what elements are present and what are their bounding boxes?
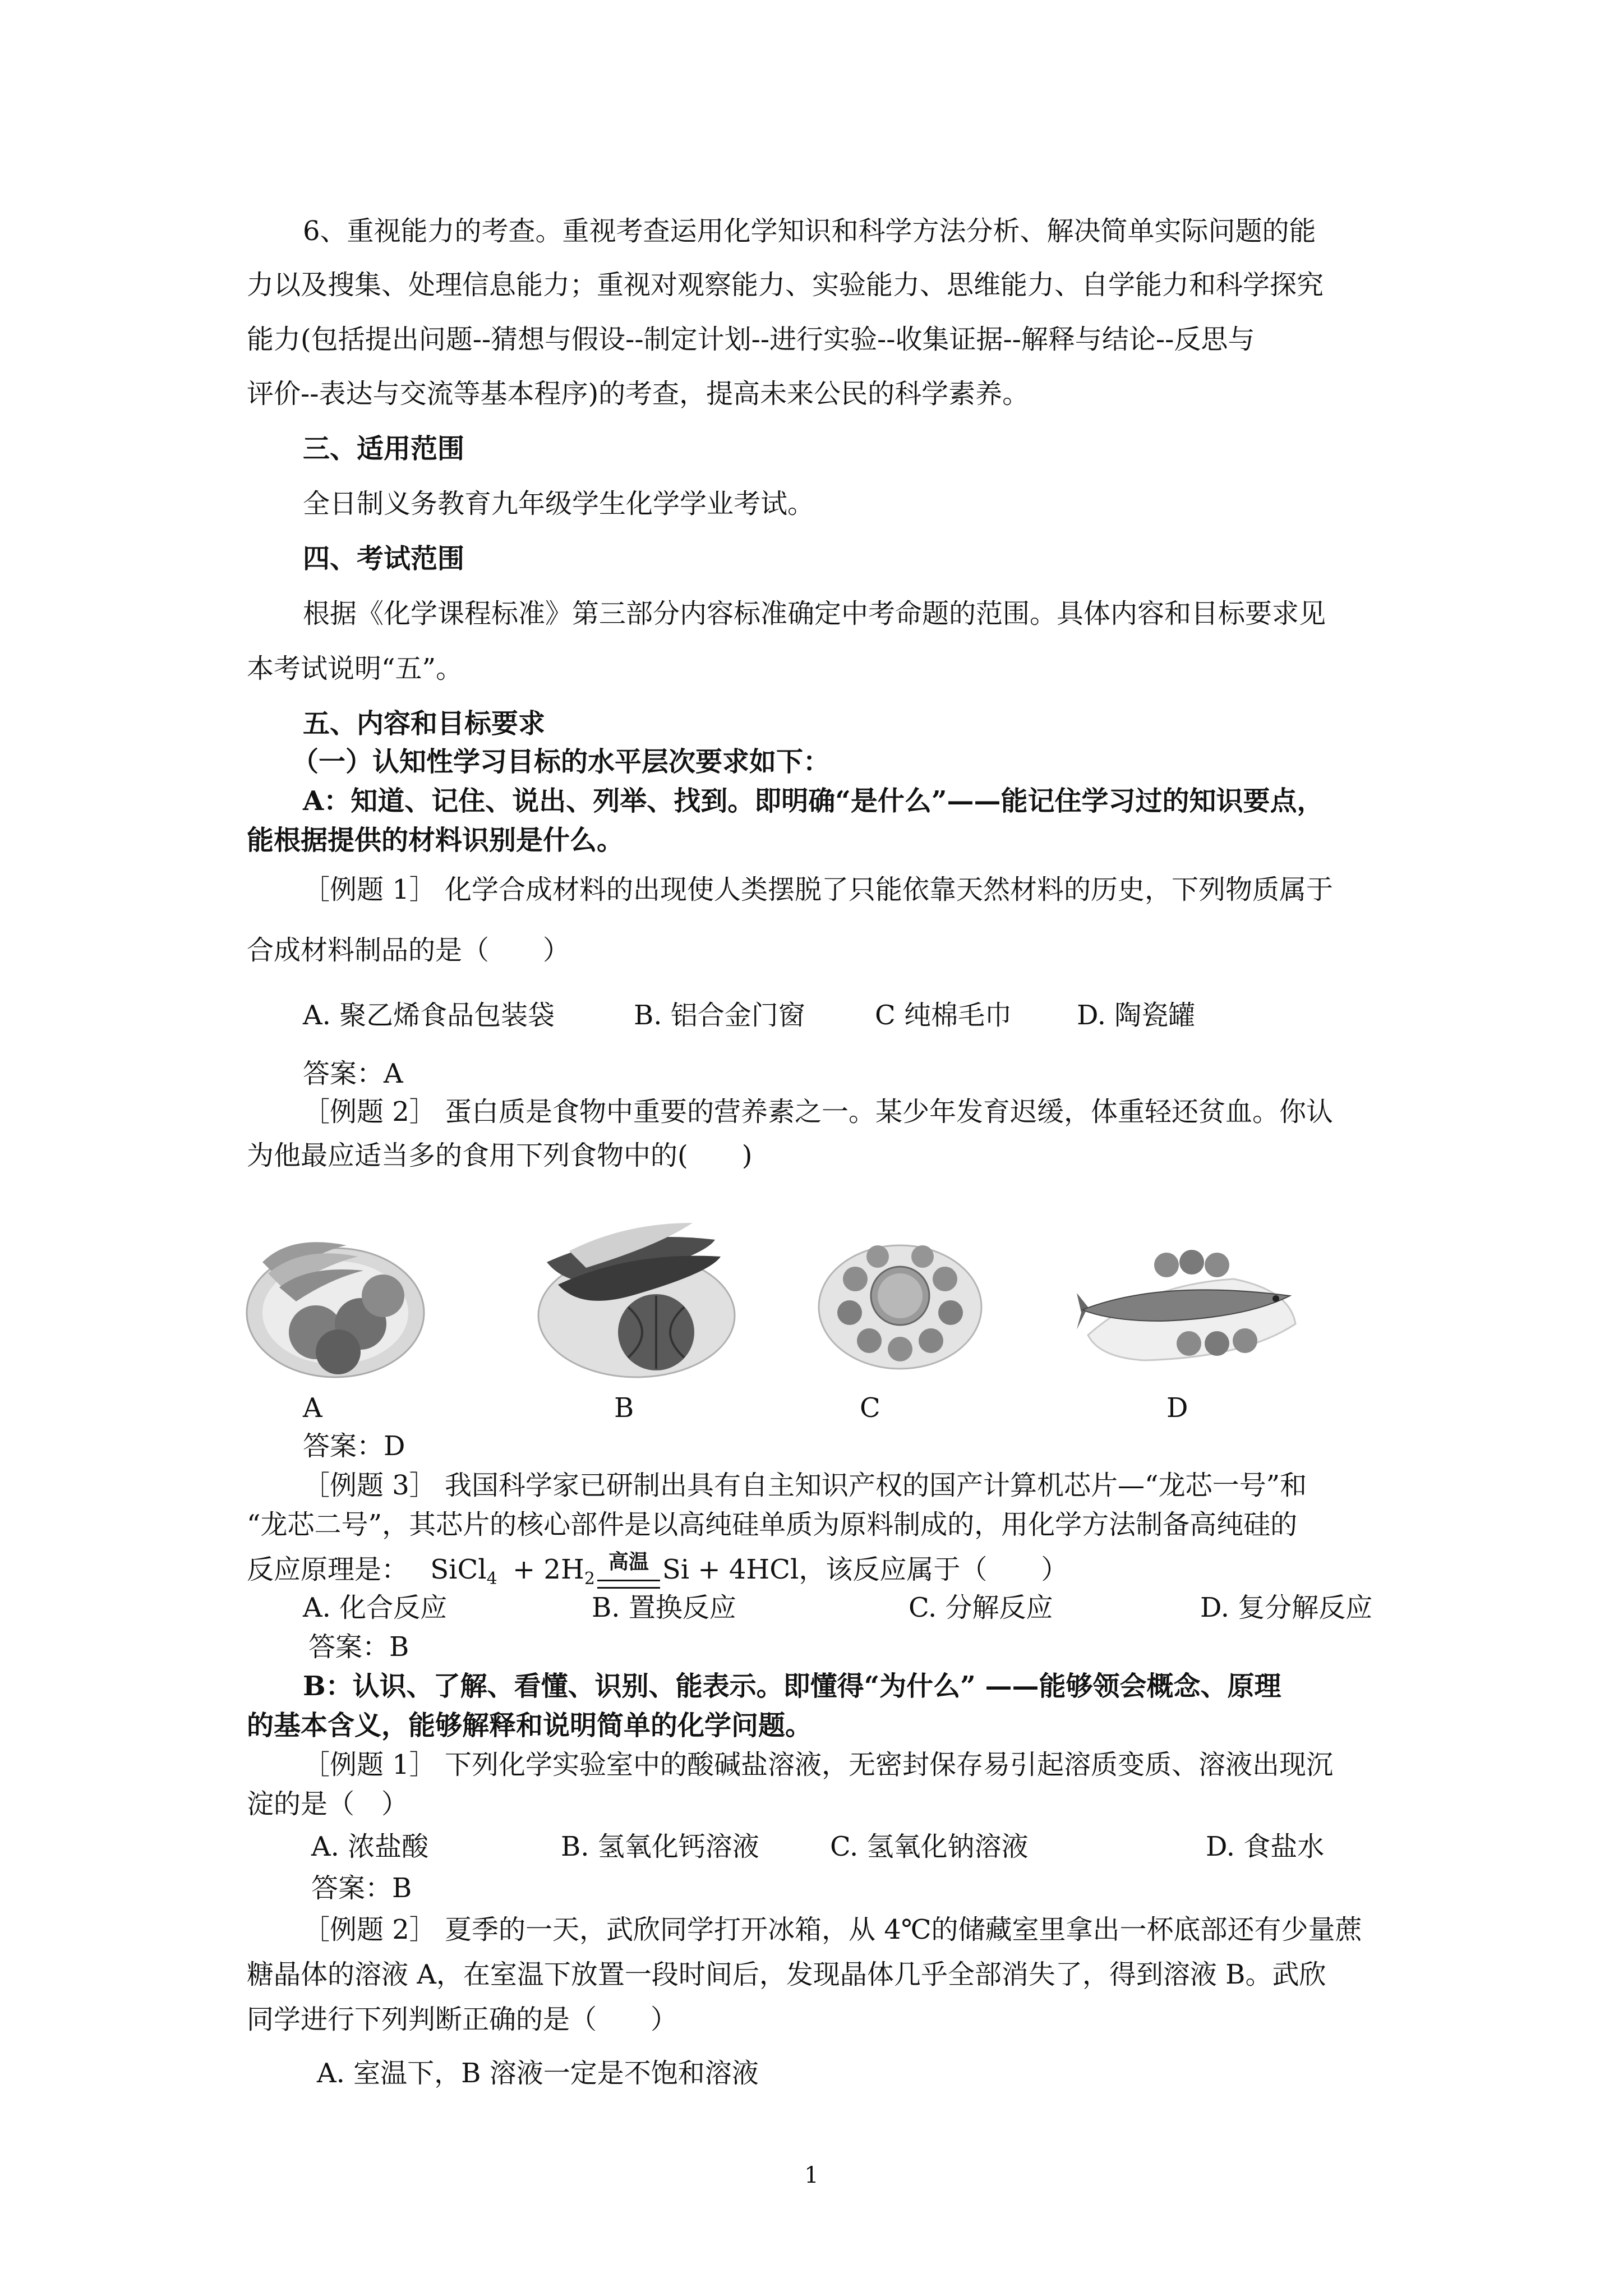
option-a: A. 浓盐酸 [311, 1831, 429, 1862]
option-d: D. 食盐水 [1206, 1831, 1325, 1862]
product-formula: Si + 4HCl，该反应属于（ ） [662, 1554, 1068, 1585]
level-b-line: B：认识、了解、看懂、识别、能表示。即懂得“为什么” ——能够领会概念、原理 [303, 1671, 1281, 1702]
para-line: 力以及搜集、处理信息能力；重视对观察能力、实验能力、思维能力、自学能力和科学探究 [247, 269, 1324, 301]
fruit-plate-image [246, 1212, 425, 1380]
question-line: ［例题 2］ 夏季的一天，武欣同学打开冰箱，从 4℃的储藏室里拿出一杯底部还有少量蔗 [303, 1914, 1362, 1945]
image-label-a: A [303, 1392, 322, 1424]
para-line: 根据《化学课程标准》第三部分内容标准确定中考命题的范围。具体内容和目标要求见 [303, 598, 1326, 629]
question-line: ［例题 1］ 下列化学实验室中的酸碱盐溶液，无密封保存易引起溶质变质、溶液出现沉 [303, 1749, 1334, 1780]
option-b: B. 氢氧化钙溶液 [561, 1831, 759, 1862]
para-line: 6、重视能力的考查。重视考查运用化学知识和科学方法分析、解决简单实际问题的能 [303, 215, 1316, 247]
question-line: 同学进行下列判断正确的是（ ） [247, 2004, 678, 2035]
question-line: ［例题 2］ 蛋白质是食物中重要的营养素之一。某少年发育迟缓，体重轻还贫血。你认 [303, 1096, 1334, 1128]
option-d: D. 复分解反应 [1200, 1592, 1373, 1623]
vegetable-plate-image [536, 1212, 737, 1380]
fish-plate-image [1077, 1240, 1301, 1369]
question-line: 糖晶体的溶液 A，在室温下放置一段时间后，发现晶体几乎全部消失了，得到溶液 B。武欣 [247, 1959, 1326, 1990]
reaction-condition [597, 1550, 660, 1583]
level-b-line: 的基本含义，能够解释和说明简单的化学问题。 [247, 1710, 813, 1741]
option-a: A. 聚乙烯食品包装袋 [303, 1000, 555, 1031]
para-line: 全日制义务教育九年级学生化学学业考试。 [303, 488, 815, 519]
option-d: D. 陶瓷罐 [1077, 1000, 1196, 1031]
reactant-formula: + 2H [512, 1554, 584, 1585]
subsection-heading: （一）认知性学习目标的水平层次要求如下： [292, 746, 831, 777]
option-c: C. 分解反应 [909, 1592, 1053, 1623]
question-line: 合成材料制品的是（ ） [247, 935, 570, 966]
para-line: 本考试说明“五”。 [247, 653, 463, 684]
answer: 答案：B [308, 1631, 409, 1663]
question-line: 淀的是（ ） [247, 1788, 409, 1820]
answer: 答案：D [303, 1430, 405, 1462]
answer: 答案：B [311, 1872, 412, 1904]
double-line-arrow [597, 1580, 660, 1589]
option-c: C. 氢氧化钠溶液 [830, 1831, 1029, 1862]
reactant-formula: SiCl [430, 1554, 487, 1585]
para-line: 能力(包括提出问题--猜想与假设--制定计划--进行实验--收集证据--解释与结论--反思与 [247, 324, 1255, 355]
option-b: B. 铝合金门窗 [634, 1000, 805, 1031]
question-line: “龙芯二号”，其芯片的核心部件是以高纯硅单质为原料制成的，用化学方法制备高纯硅的 [247, 1509, 1298, 1540]
grain-plate-image [816, 1223, 984, 1380]
para-line: 评价--表达与交流等基本程序)的考查，提高未来公民的科学素养。 [247, 378, 1030, 409]
image-label-c: C [860, 1392, 880, 1424]
option-b: B. 置换反应 [592, 1592, 736, 1623]
answer: 答案：A [303, 1058, 403, 1089]
option-a: A. 室温下，B 溶液一定是不饱和溶液 [317, 2058, 759, 2089]
option-c: C 纯棉毛巾 [875, 1000, 1012, 1031]
question-line: ［例题 3］ 我国科学家已研制出具有自主知识产权的国产计算机芯片—“龙芯一号”和 [303, 1470, 1307, 1501]
equation-line [247, 1550, 1068, 1596]
level-a-line: 能根据提供的材料识别是什么。 [247, 825, 624, 856]
image-label-b: B [614, 1392, 634, 1424]
question-line: ［例题 1］ 化学合成材料的出现使人类摆脱了只能依靠天然材料的历史，下列物质属于 [303, 874, 1334, 905]
section-heading: 四、考试范围 [303, 543, 465, 574]
question-line: 为他最应适当多的食用下列食物中的( ) [247, 1140, 753, 1171]
option-a: A. 化合反应 [303, 1592, 448, 1623]
image-label-d: D [1166, 1392, 1188, 1424]
condition-text: 高温 [608, 1550, 649, 1573]
section-heading: 五、内容和目标要求 [303, 708, 546, 739]
section-heading: 三、适用范围 [303, 433, 465, 464]
page-number: 1 [804, 2162, 819, 2188]
subscript: 4 [486, 1569, 497, 1589]
level-a-line: A：知道、记住、说出、列举、找到。即明确“是什么”——能记住学习过的知识要点， [303, 785, 1324, 817]
equation-prefix: 反应原理是： [247, 1554, 409, 1585]
subscript: 2 [584, 1569, 595, 1589]
